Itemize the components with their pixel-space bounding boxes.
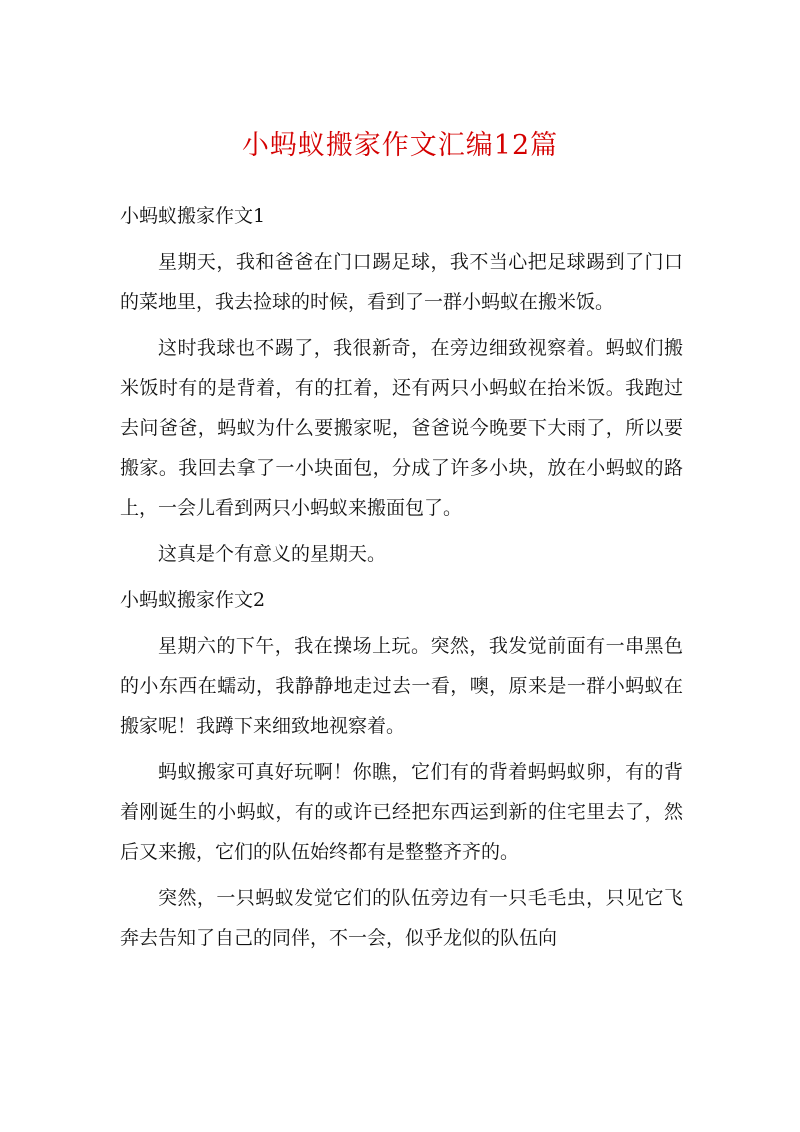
section-heading-1: 小蚂蚁搬家作文1	[120, 205, 266, 227]
paragraph: 星期六的下午，我在操场上玩。突然，我发觉前面有一串黑色的小东西在蠕动，我静静地走过去一看，噢，原来是一群小蚂蚁在搬家呢！我蹲下来细致地视察着。	[120, 635, 683, 737]
document-body	[120, 196, 683, 964]
section-heading-2: 小蚂蚁搬家作文2	[120, 589, 266, 611]
paragraph: 突然，一只蚂蚁发觉它们的队伍旁边有一只毛毛虫，只见它飞奔去告知了自己的同伴，不一会，似乎龙似的队伍向	[120, 887, 683, 949]
paragraph: 这时我球也不踢了，我很新奇，在旁边细致视察着。蚂蚁们搬米饭时有的是背着，有的扛着，还有两只小蚂蚁在抬米饭。我跑过去问爸爸，蚂蚁为什么要搬家呢，爸爸说今晚要下大雨了，所以要搬家。我回去拿了一小块面包，分成了许多小块，放在小蚂蚁的路上，一会儿看到两只小蚂蚁来搬面包了。	[120, 337, 683, 519]
paragraph: 星期天，我和爸爸在门口踢足球，我不当心把足球踢到了门口的菜地里，我去捡球的时候，看到了一群小蚂蚁在搬米饭。	[120, 251, 683, 313]
paragraph: 蚂蚁搬家可真好玩啊！你瞧，它们有的背着蚂蚂蚁卵，有的背着刚诞生的小蚂蚁，有的或许已经把东西运到新的住宅里去了，然后又来搬，它们的队伍始终都有是整整齐齐的。	[120, 761, 683, 863]
paragraph: 这真是个有意义的星期天。	[158, 543, 387, 565]
document-title: 小蚂蚁搬家作文汇编12篇	[241, 130, 559, 161]
